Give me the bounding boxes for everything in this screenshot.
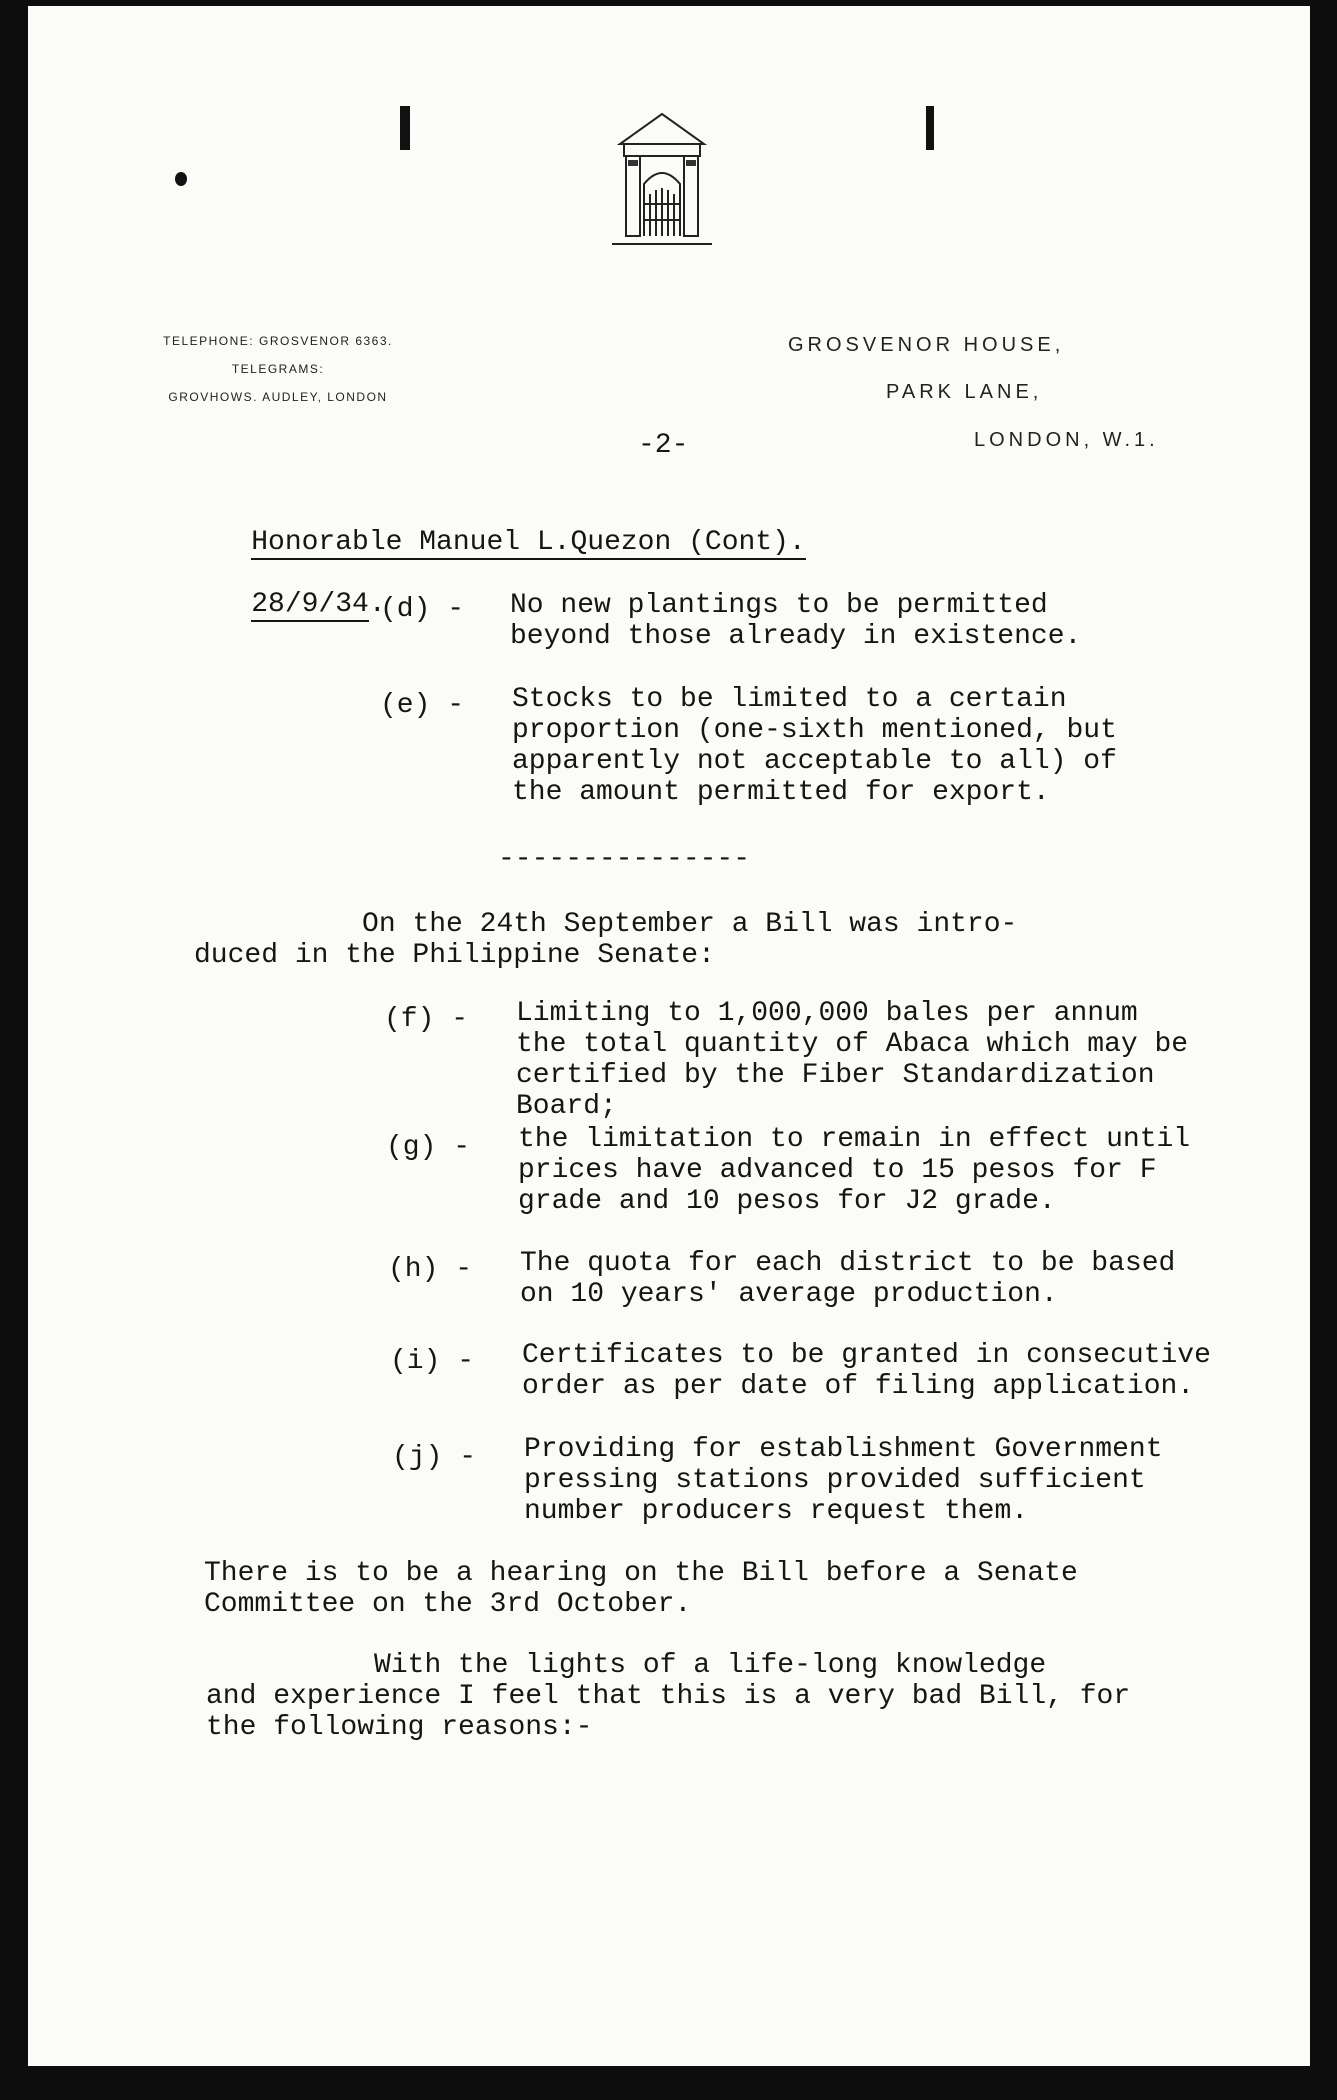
ink-mark [400, 106, 410, 150]
letter-page [28, 6, 1310, 2066]
address-line-2: PARK LANE, [886, 381, 1043, 403]
item-label: (j) - [392, 1442, 477, 1473]
address-line-3: LONDON, W.1. [974, 429, 1159, 451]
item-label: (i) - [390, 1346, 475, 1377]
section-separator: --------------- [498, 844, 751, 875]
item-text: Stocks to be limited to a certain proportion (one-sixth mentioned, but apparently not acceptable to all) of the amount permitted for export. [512, 684, 1117, 808]
item-label: (e) - [380, 690, 465, 721]
item-label: (h) - [388, 1254, 473, 1285]
telegrams-label: TELEGRAMS: [231, 362, 325, 376]
page-number: -2- [638, 430, 689, 461]
item-text: The quota for each district to be based on 10 years' average production. [520, 1248, 1176, 1310]
item-text: No new plantings to be permitted beyond those already in existence. [510, 590, 1082, 652]
building-gate-emblem-icon [610, 104, 714, 254]
date-suffix: . [368, 589, 386, 620]
telephone-line: TELEPHONE: GROSVENOR 6363. [163, 334, 393, 348]
item-text: Certificates to be granted in consecutive order as per date of filing application. [522, 1340, 1211, 1402]
closing-paragraph: With the lights of a life-long knowledge and experience I feel that this is a very bad Bill, for the following reasons:- [206, 1650, 1131, 1743]
intro-paragraph: On the 24th September a Bill was intro- duced in the Philippine Senate: [194, 909, 1018, 971]
item-label: (d) - [380, 594, 465, 625]
ink-mark [926, 106, 934, 150]
address-line-1: GROSVENOR HOUSE, [788, 334, 1065, 356]
ink-mark [175, 172, 187, 186]
item-text: the limitation to remain in effect until prices have advanced to 15 pesos for F grade and 10 pesos for J2 grade. [518, 1124, 1191, 1217]
heading-text: Honorable Manuel L.Quezon (Cont). [251, 527, 806, 558]
item-text: Limiting to 1,000,000 bales per annum the total quantity of Abaca which may be certified by the Fiber Standardization Board; [516, 998, 1189, 1122]
item-label: (g) - [386, 1132, 471, 1163]
item-text: Providing for establishment Government pressing stations provided sufficient number producers request them. [524, 1434, 1163, 1527]
letter-date: 28/9/34 [251, 589, 369, 620]
heading-gap [251, 558, 285, 589]
hearing-paragraph: There is to be a hearing on the Bill before a Senate Committee on the 3rd October. [204, 1558, 1078, 1620]
telegrams-address: GROVHOWS. AUDLEY, LONDON [168, 390, 388, 404]
item-label: (f) - [384, 1004, 469, 1035]
